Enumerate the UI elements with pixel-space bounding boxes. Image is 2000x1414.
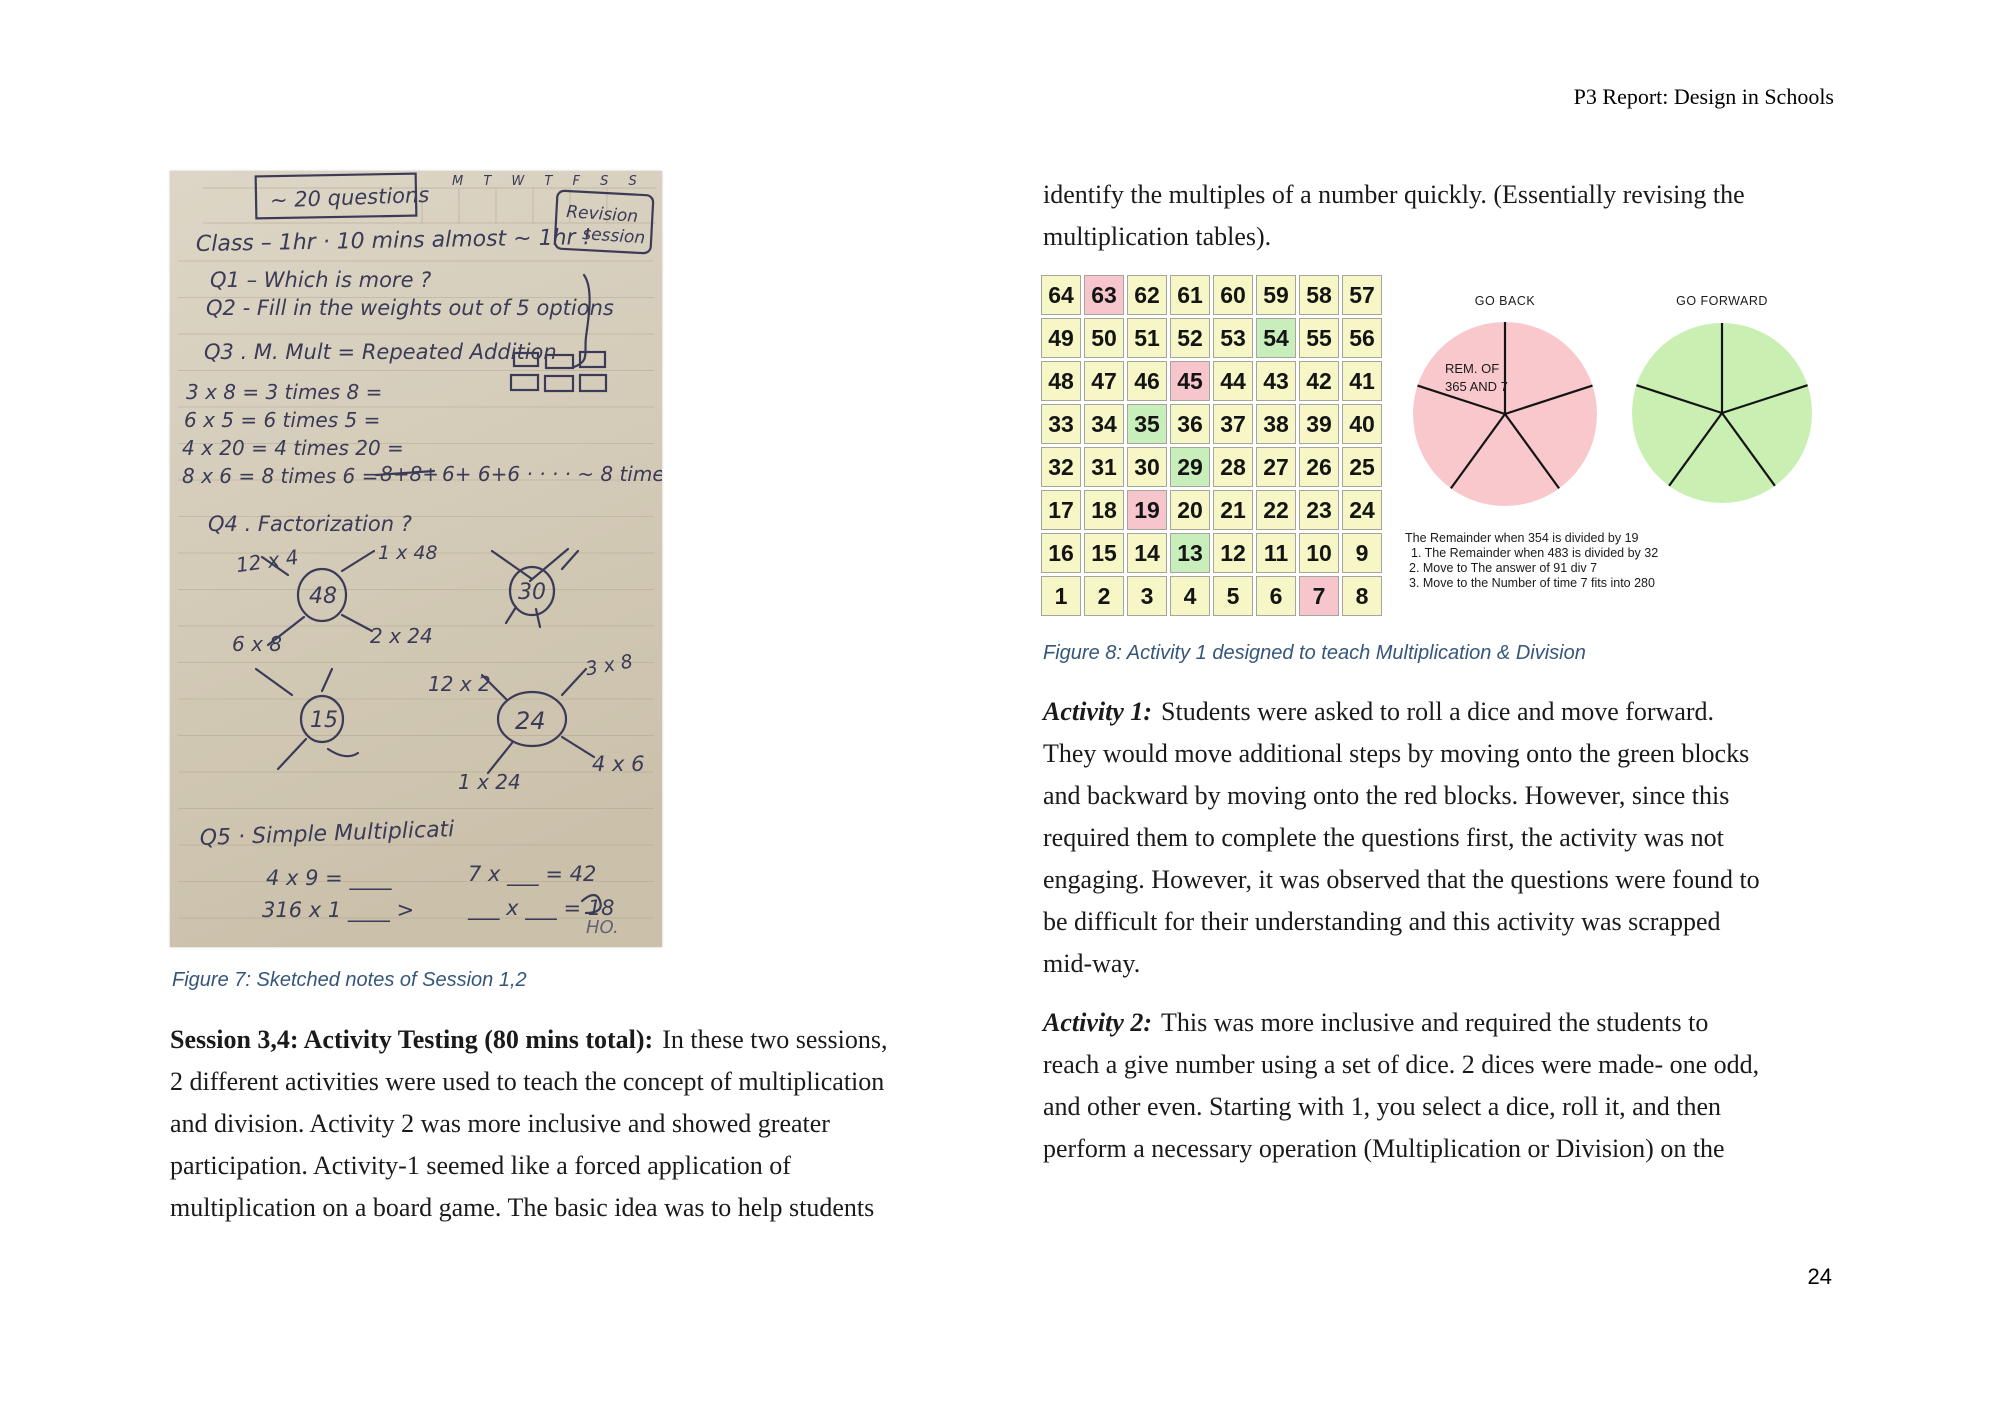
board-cell: 57 [1342, 275, 1382, 315]
board-cell: 14 [1127, 533, 1167, 573]
note-q5: Q5 · Simple Multiplicati [199, 817, 455, 851]
activity1-line-0: Students were asked to roll a dice and move forward. [1161, 697, 1715, 726]
board-cell: 17 [1041, 490, 1081, 530]
board-cell: 28 [1213, 447, 1253, 487]
board-cell: 49 [1041, 318, 1081, 358]
figure7-caption: Figure 7: Sketched notes of Session 1,2 [172, 969, 527, 991]
page-number: 24 [1807, 1264, 1832, 1289]
go-forward-label: GO FORWARD [1676, 294, 1768, 308]
board-cell: 55 [1299, 318, 1339, 358]
circle-30-label: 30 [518, 580, 546, 605]
rem-label-line1: REM. OF [1445, 361, 1500, 376]
board-cell: 56 [1342, 318, 1382, 358]
note-s1b: 7 x ___ = 42 [468, 862, 597, 886]
text-line: multiplication on a board game. The basic idea was to help students [170, 1193, 875, 1222]
board-cell: 41 [1342, 361, 1382, 401]
board-cell: 1 [1041, 576, 1081, 616]
board-cell: 34 [1084, 404, 1124, 444]
board-cell: 52 [1170, 318, 1210, 358]
board-cell: 9 [1342, 533, 1382, 573]
board-cell: 4 [1170, 576, 1210, 616]
board-cell: 44 [1213, 361, 1253, 401]
board-cell: 40 [1342, 404, 1382, 444]
board-cell: 5 [1213, 576, 1253, 616]
board-cell: 27 [1256, 447, 1296, 487]
board-cell: 45 [1170, 361, 1210, 401]
note-m4a: 8 x 6 = 8 times 6 = [182, 464, 379, 488]
text-line: engaging. However, it was observed that the questions were found to [1043, 865, 1760, 894]
board-cell: 11 [1256, 533, 1296, 573]
intro-lines [1043, 174, 1843, 258]
rem-label-line2: 365 AND 7 [1445, 379, 1508, 394]
board-cell: 2 [1084, 576, 1124, 616]
session-line-0: In these two sessions, [662, 1025, 888, 1054]
text-line: They would move additional steps by moving onto the green blocks [1043, 739, 1750, 768]
board-cell: 10 [1299, 533, 1339, 573]
revision-box-line2: session [581, 224, 646, 249]
board-cell: 23 [1299, 490, 1339, 530]
session-paragraph [170, 1019, 990, 1229]
board-cell: 43 [1256, 361, 1296, 401]
board-cell: 16 [1041, 533, 1081, 573]
spinner-question-2: 2. Move to The answer of 91 div 7 [1409, 561, 1598, 575]
board-cell: 53 [1213, 318, 1253, 358]
go-back-label: GO BACK [1474, 294, 1536, 308]
board-cell: 3 [1127, 576, 1167, 616]
circle-15-label: 15 [310, 708, 338, 733]
board-cell: 32 [1041, 447, 1081, 487]
weekday-letters: M T W T F S S [452, 174, 645, 189]
figure7-photo [170, 171, 662, 947]
revision-box-line1: Revision [565, 202, 639, 227]
board-cell: 24 [1342, 490, 1382, 530]
activity2-lines [1043, 1044, 1843, 1170]
figure8-graphic [1041, 273, 1836, 619]
questions-box-text: ~ 20 questions [269, 182, 430, 213]
board-cell: 47 [1084, 361, 1124, 401]
text-line: identify the multiples of a number quickly. (Essentially revising the [1043, 180, 1745, 209]
board-cell: 25 [1342, 447, 1382, 487]
text-line [1043, 691, 1843, 733]
session-lines [170, 1061, 990, 1229]
board-cell: 59 [1256, 275, 1296, 315]
board-cell: 63 [1084, 275, 1124, 315]
text-line: participation. Activity-1 seemed like a forced application of [170, 1151, 791, 1180]
board-cell: 22 [1256, 490, 1296, 530]
board-cell: 26 [1299, 447, 1339, 487]
board-cell: 61 [1170, 275, 1210, 315]
note-m3: 4 x 20 = 4 times 20 = [182, 436, 404, 460]
board-cell: 36 [1170, 404, 1210, 444]
note-q4: Q4 . Factorization ? [208, 512, 412, 536]
board-cell: 12 [1213, 533, 1253, 573]
web-3x8: 3 x 8 [583, 650, 635, 681]
board-cell: 6 [1256, 576, 1296, 616]
board-cell: 48 [1041, 361, 1081, 401]
board-cell: 42 [1299, 361, 1339, 401]
web-12x2: 12 x 2 [428, 672, 491, 696]
text-line: reach a give number using a set of dice. 2 dices were made- one odd, [1043, 1050, 1760, 1079]
text-line: mid-way. [1043, 949, 1141, 978]
board-cell: 13 [1170, 533, 1210, 573]
number-board [1041, 275, 1382, 616]
board-cell: 31 [1084, 447, 1124, 487]
page-header: P3 Report: Design in Schools [1573, 84, 1834, 109]
board-cell: 19 [1127, 490, 1167, 530]
text-line: and other even. Starting with 1, you select a dice, roll it, and then [1043, 1092, 1721, 1121]
board-cell: 46 [1127, 361, 1167, 401]
note-m2: 6 x 5 = 6 times 5 = [184, 408, 381, 432]
note-m1: 3 x 8 = 3 times 8 = [186, 380, 383, 404]
board-cell: 8 [1342, 576, 1382, 616]
board-cell: 7 [1299, 576, 1339, 616]
text-line [170, 1019, 990, 1061]
board-cell: 29 [1170, 447, 1210, 487]
intro-paragraph [1043, 174, 1843, 258]
text-line: and backward by moving onto the red blocks. However, since this [1043, 781, 1730, 810]
text-line: perform a necessary operation (Multiplication or Division) on the [1043, 1134, 1725, 1163]
web-12x4: 12 x 4 [234, 544, 300, 578]
text-line: 2 different activities were used to teach the concept of multiplication [170, 1067, 885, 1096]
spinner-question-0: The Remainder when 354 is divided by 19 [1405, 531, 1639, 545]
text-line: required them to complete the questions first, the activity was not [1043, 823, 1724, 852]
spinner-diagrams [1401, 273, 1834, 619]
note-q3: Q3 . M. Mult = Repeated Addition [204, 340, 557, 364]
note-s2a: 316 x 1 ____ > [262, 898, 415, 922]
activity2-paragraph [1043, 1002, 1843, 1170]
web-1x24: 1 x 24 [458, 770, 521, 794]
text-line [1043, 1002, 1843, 1044]
pencil-watermark: HO. [586, 917, 619, 938]
text-line: be difficult for their understanding and this activity was scrapped [1043, 907, 1721, 936]
text-line: and division. Activity 2 was more inclusive and showed greater [170, 1109, 830, 1138]
board-cell: 64 [1041, 275, 1081, 315]
note-class-line: Class – 1hr · 10 mins almost ~ 1hr ! [195, 225, 592, 257]
board-cell: 50 [1084, 318, 1124, 358]
board-cell: 35 [1127, 404, 1167, 444]
board-cell: 39 [1299, 404, 1339, 444]
board-cell: 20 [1170, 490, 1210, 530]
board-cell: 18 [1084, 490, 1124, 530]
note-s2b: ___ x ___ = 18 [468, 896, 615, 920]
board-cell: 58 [1299, 275, 1339, 315]
web-1x48: 1 x 48 [378, 542, 438, 564]
sketched-notes-image [170, 171, 662, 947]
figure8-caption: Figure 8: Activity 1 designed to teach Multiplication & Division [1043, 642, 1586, 664]
board-cell: 15 [1084, 533, 1124, 573]
activity2-heading: Activity 2: [1043, 1008, 1153, 1037]
activity1-heading: Activity 1: [1043, 697, 1153, 726]
note-s1a: 4 x 9 = ____ [266, 866, 392, 890]
note-m4b-struck: 8+8+ [380, 462, 439, 486]
note-q2: Q2 - Fill in the weights out of 5 options [206, 296, 614, 320]
board-cell: 60 [1213, 275, 1253, 315]
web-2x24: 2 x 24 [370, 624, 433, 648]
board-cell: 38 [1256, 404, 1296, 444]
circle-48-label: 48 [309, 584, 337, 609]
board-cell: 30 [1127, 447, 1167, 487]
web-4x6: 4 x 6 [592, 752, 645, 776]
activity1-lines [1043, 733, 1843, 985]
activity2-line-0: This was more inclusive and required the students to [1161, 1008, 1709, 1037]
board-cell: 54 [1256, 318, 1296, 358]
circle-24-label: 24 [515, 707, 546, 735]
board-cell: 51 [1127, 318, 1167, 358]
note-q1: Q1 – Which is more ? [210, 268, 432, 292]
board-cell: 33 [1041, 404, 1081, 444]
board-cell: 37 [1213, 404, 1253, 444]
session-heading: Session 3,4: Activity Testing (80 mins total): [170, 1025, 654, 1054]
text-line: multiplication tables). [1043, 222, 1272, 251]
spinner-question-3: 3. Move to the Number of time 7 fits into 280 [1409, 576, 1655, 590]
board-cell: 62 [1127, 275, 1167, 315]
activity1-paragraph [1043, 691, 1843, 985]
board-cell: 21 [1213, 490, 1253, 530]
spinner-question-1: 1. The Remainder when 483 is divided by 32 [1411, 546, 1659, 560]
web-6x8: 6 x 8 [232, 632, 282, 656]
note-m4c: 6+ 6+6 · · · · ~ 8 times [442, 462, 662, 486]
